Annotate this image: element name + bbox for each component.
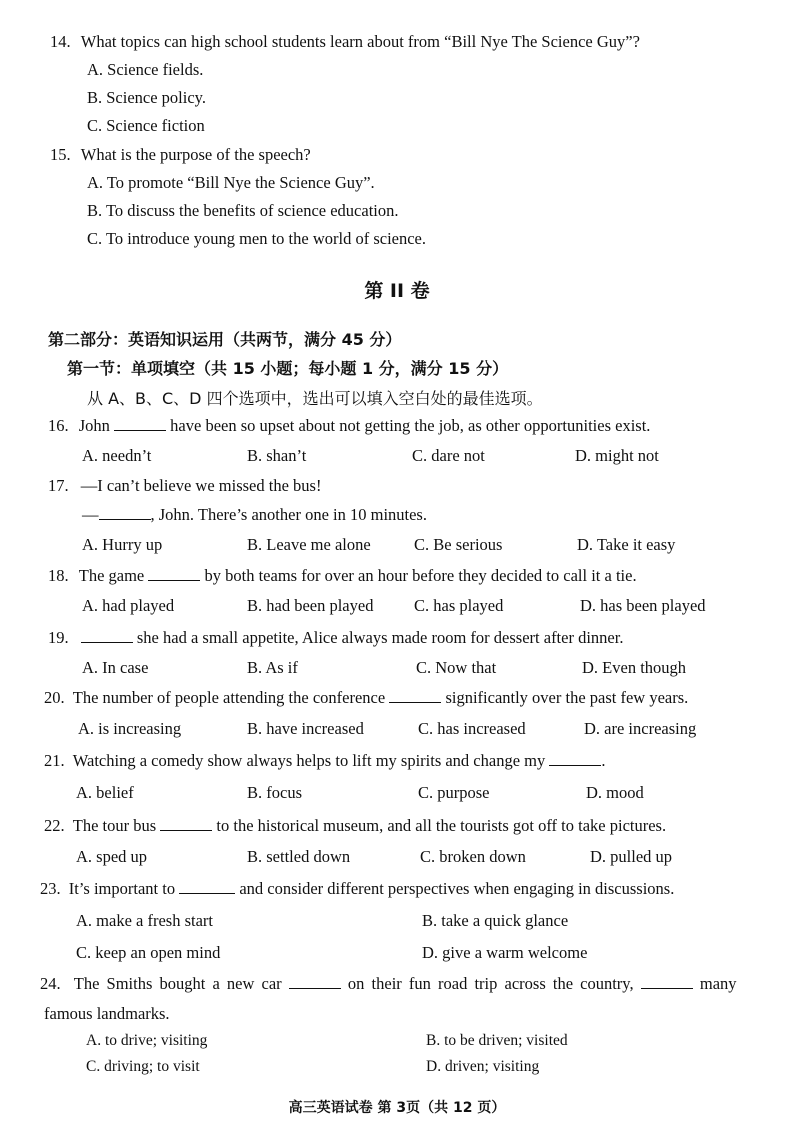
volume-title: 第 II 卷 xyxy=(364,280,430,302)
stem-start: The game xyxy=(78,566,145,585)
section-heading: 第一节：单项填空（共 15 小题；每小题 1 分，满分 15 分） xyxy=(67,359,509,378)
option-b: B. focus xyxy=(247,783,302,802)
option-c: C. Science fiction xyxy=(87,116,205,135)
answer-blank xyxy=(81,628,133,643)
option-b: B. To discuss the benefits of science education. xyxy=(87,201,399,220)
question-number: 20. xyxy=(44,688,65,707)
option-a: A. Science fields. xyxy=(87,60,204,79)
option-b: B. to be driven; visited xyxy=(426,1032,568,1049)
option-d: D. driven; visiting xyxy=(426,1058,540,1075)
stem-start: Watching a comedy show always helps to lift my spirits and change my xyxy=(72,751,546,770)
option-c: C. purpose xyxy=(418,783,490,802)
answer-blank xyxy=(114,416,166,431)
question-20 xyxy=(44,688,688,708)
dialogue-line-2 xyxy=(82,505,427,525)
option-b: B. have increased xyxy=(247,719,364,738)
option-d: D. Take it easy xyxy=(577,535,676,554)
stem-end: . xyxy=(601,751,606,770)
option-b: B. Science policy. xyxy=(87,88,206,107)
option-b: B. settled down xyxy=(247,847,351,866)
question-24 xyxy=(40,974,737,994)
option-c: C. dare not xyxy=(412,446,485,465)
question-22 xyxy=(44,816,666,836)
stem-end: many xyxy=(699,974,737,993)
option-d: D. mood xyxy=(586,783,644,802)
stem-start: The tour bus xyxy=(72,816,157,835)
option-c: C. driving; to visit xyxy=(86,1058,200,1075)
dialogue-line-1: —I can’t believe we missed the bus! xyxy=(80,476,322,495)
option-d: D. give a warm welcome xyxy=(422,943,588,962)
option-d: D. might not xyxy=(575,446,659,465)
option-b: B. Leave me alone xyxy=(247,535,371,554)
answer-blank xyxy=(549,751,601,766)
option-a: A. Hurry up xyxy=(82,535,163,554)
option-a: A. is increasing xyxy=(78,719,182,738)
stem-end: and consider different perspectives when engaging in discussions. xyxy=(239,879,675,898)
option-a: A. belief xyxy=(76,783,134,802)
stem-end: have been so upset about not getting the job, as other opportunities exist. xyxy=(170,416,651,435)
option-a: A. make a fresh start xyxy=(76,911,213,930)
answer-blank xyxy=(179,879,235,894)
answer-blank xyxy=(289,974,341,989)
question-19 xyxy=(48,628,623,648)
question-number: 17. xyxy=(48,476,69,495)
option-a: A. had played xyxy=(82,596,175,615)
option-c: C. has increased xyxy=(418,719,526,738)
option-d: D. has been played xyxy=(580,596,706,615)
stem-start: The Smiths bought a new car xyxy=(73,974,282,993)
question-number: 24. xyxy=(40,974,61,993)
dialogue-line-2-text: , John. There’s another one in 10 minutes. xyxy=(150,505,427,524)
answer-blank xyxy=(641,974,693,989)
option-d: D. are increasing xyxy=(584,719,697,738)
option-a: A. In case xyxy=(82,658,149,677)
option-a: A. To promote “Bill Nye the Science Guy”. xyxy=(87,173,375,192)
option-a: A. sped up xyxy=(76,847,148,866)
option-c: C. has played xyxy=(414,596,504,615)
question-number: 18. xyxy=(48,566,69,585)
option-c: C. broken down xyxy=(420,847,526,866)
answer-blank xyxy=(148,566,200,581)
question-number: 22. xyxy=(44,816,65,835)
question-number: 23. xyxy=(40,879,61,898)
option-d: D. pulled up xyxy=(590,847,673,866)
question-stem: What topics can high school students learn about from “Bill Nye The Science Guy”? xyxy=(80,32,640,51)
option-c: C. Be serious xyxy=(414,535,503,554)
instructions: 从 A、B、C、D 四个选项中，选出可以填入空白处的最佳选项。 xyxy=(87,389,543,408)
answer-blank xyxy=(160,816,212,831)
stem-end: to the historical museum, and all the tourists got off to take pictures. xyxy=(216,816,667,835)
question-15 xyxy=(50,145,311,165)
question-stem: What is the purpose of the speech? xyxy=(80,145,311,164)
option-b: B. shan’t xyxy=(247,446,307,465)
option-c: C. Now that xyxy=(416,658,497,677)
page-footer: 高三英语试卷 第 3页（共 12 页） xyxy=(288,1100,506,1116)
dash: — xyxy=(82,505,99,524)
question-number: 16. xyxy=(48,416,69,435)
answer-blank xyxy=(389,688,441,703)
stem-start: The number of people attending the conference xyxy=(72,688,386,707)
stem-start: John xyxy=(78,416,110,435)
question-number: 15. xyxy=(50,145,71,164)
question-18 xyxy=(48,566,637,586)
option-c: C. keep an open mind xyxy=(76,943,221,962)
question-16 xyxy=(48,416,650,436)
question-21 xyxy=(44,751,606,771)
stem-middle: on their fun road trip across the country, xyxy=(347,974,634,993)
question-17 xyxy=(48,476,321,496)
option-a: A. needn’t xyxy=(82,446,152,465)
option-a: A. to drive; visiting xyxy=(86,1032,208,1049)
answer-blank xyxy=(99,505,151,520)
question-14 xyxy=(50,32,640,52)
question-24-continuation: famous landmarks. xyxy=(44,1004,170,1023)
question-number: 14. xyxy=(50,32,71,51)
option-d: D. Even though xyxy=(582,658,687,677)
stem-end: significantly over the past few years. xyxy=(445,688,689,707)
question-number: 19. xyxy=(48,628,69,647)
stem-end: by both teams for over an hour before they decided to call it a tie. xyxy=(204,566,637,585)
option-b: B. As if xyxy=(247,658,298,677)
question-23 xyxy=(40,879,674,899)
option-b: B. take a quick glance xyxy=(422,911,569,930)
question-number: 21. xyxy=(44,751,65,770)
part-heading: 第二部分：英语知识运用（共两节，满分 45 分） xyxy=(48,330,402,349)
stem-start: It’s important to xyxy=(68,879,176,898)
stem-end: she had a small appetite, Alice always made room for dessert after dinner. xyxy=(136,628,624,647)
option-c: C. To introduce young men to the world of science. xyxy=(87,229,427,248)
option-b: B. had been played xyxy=(247,596,374,615)
